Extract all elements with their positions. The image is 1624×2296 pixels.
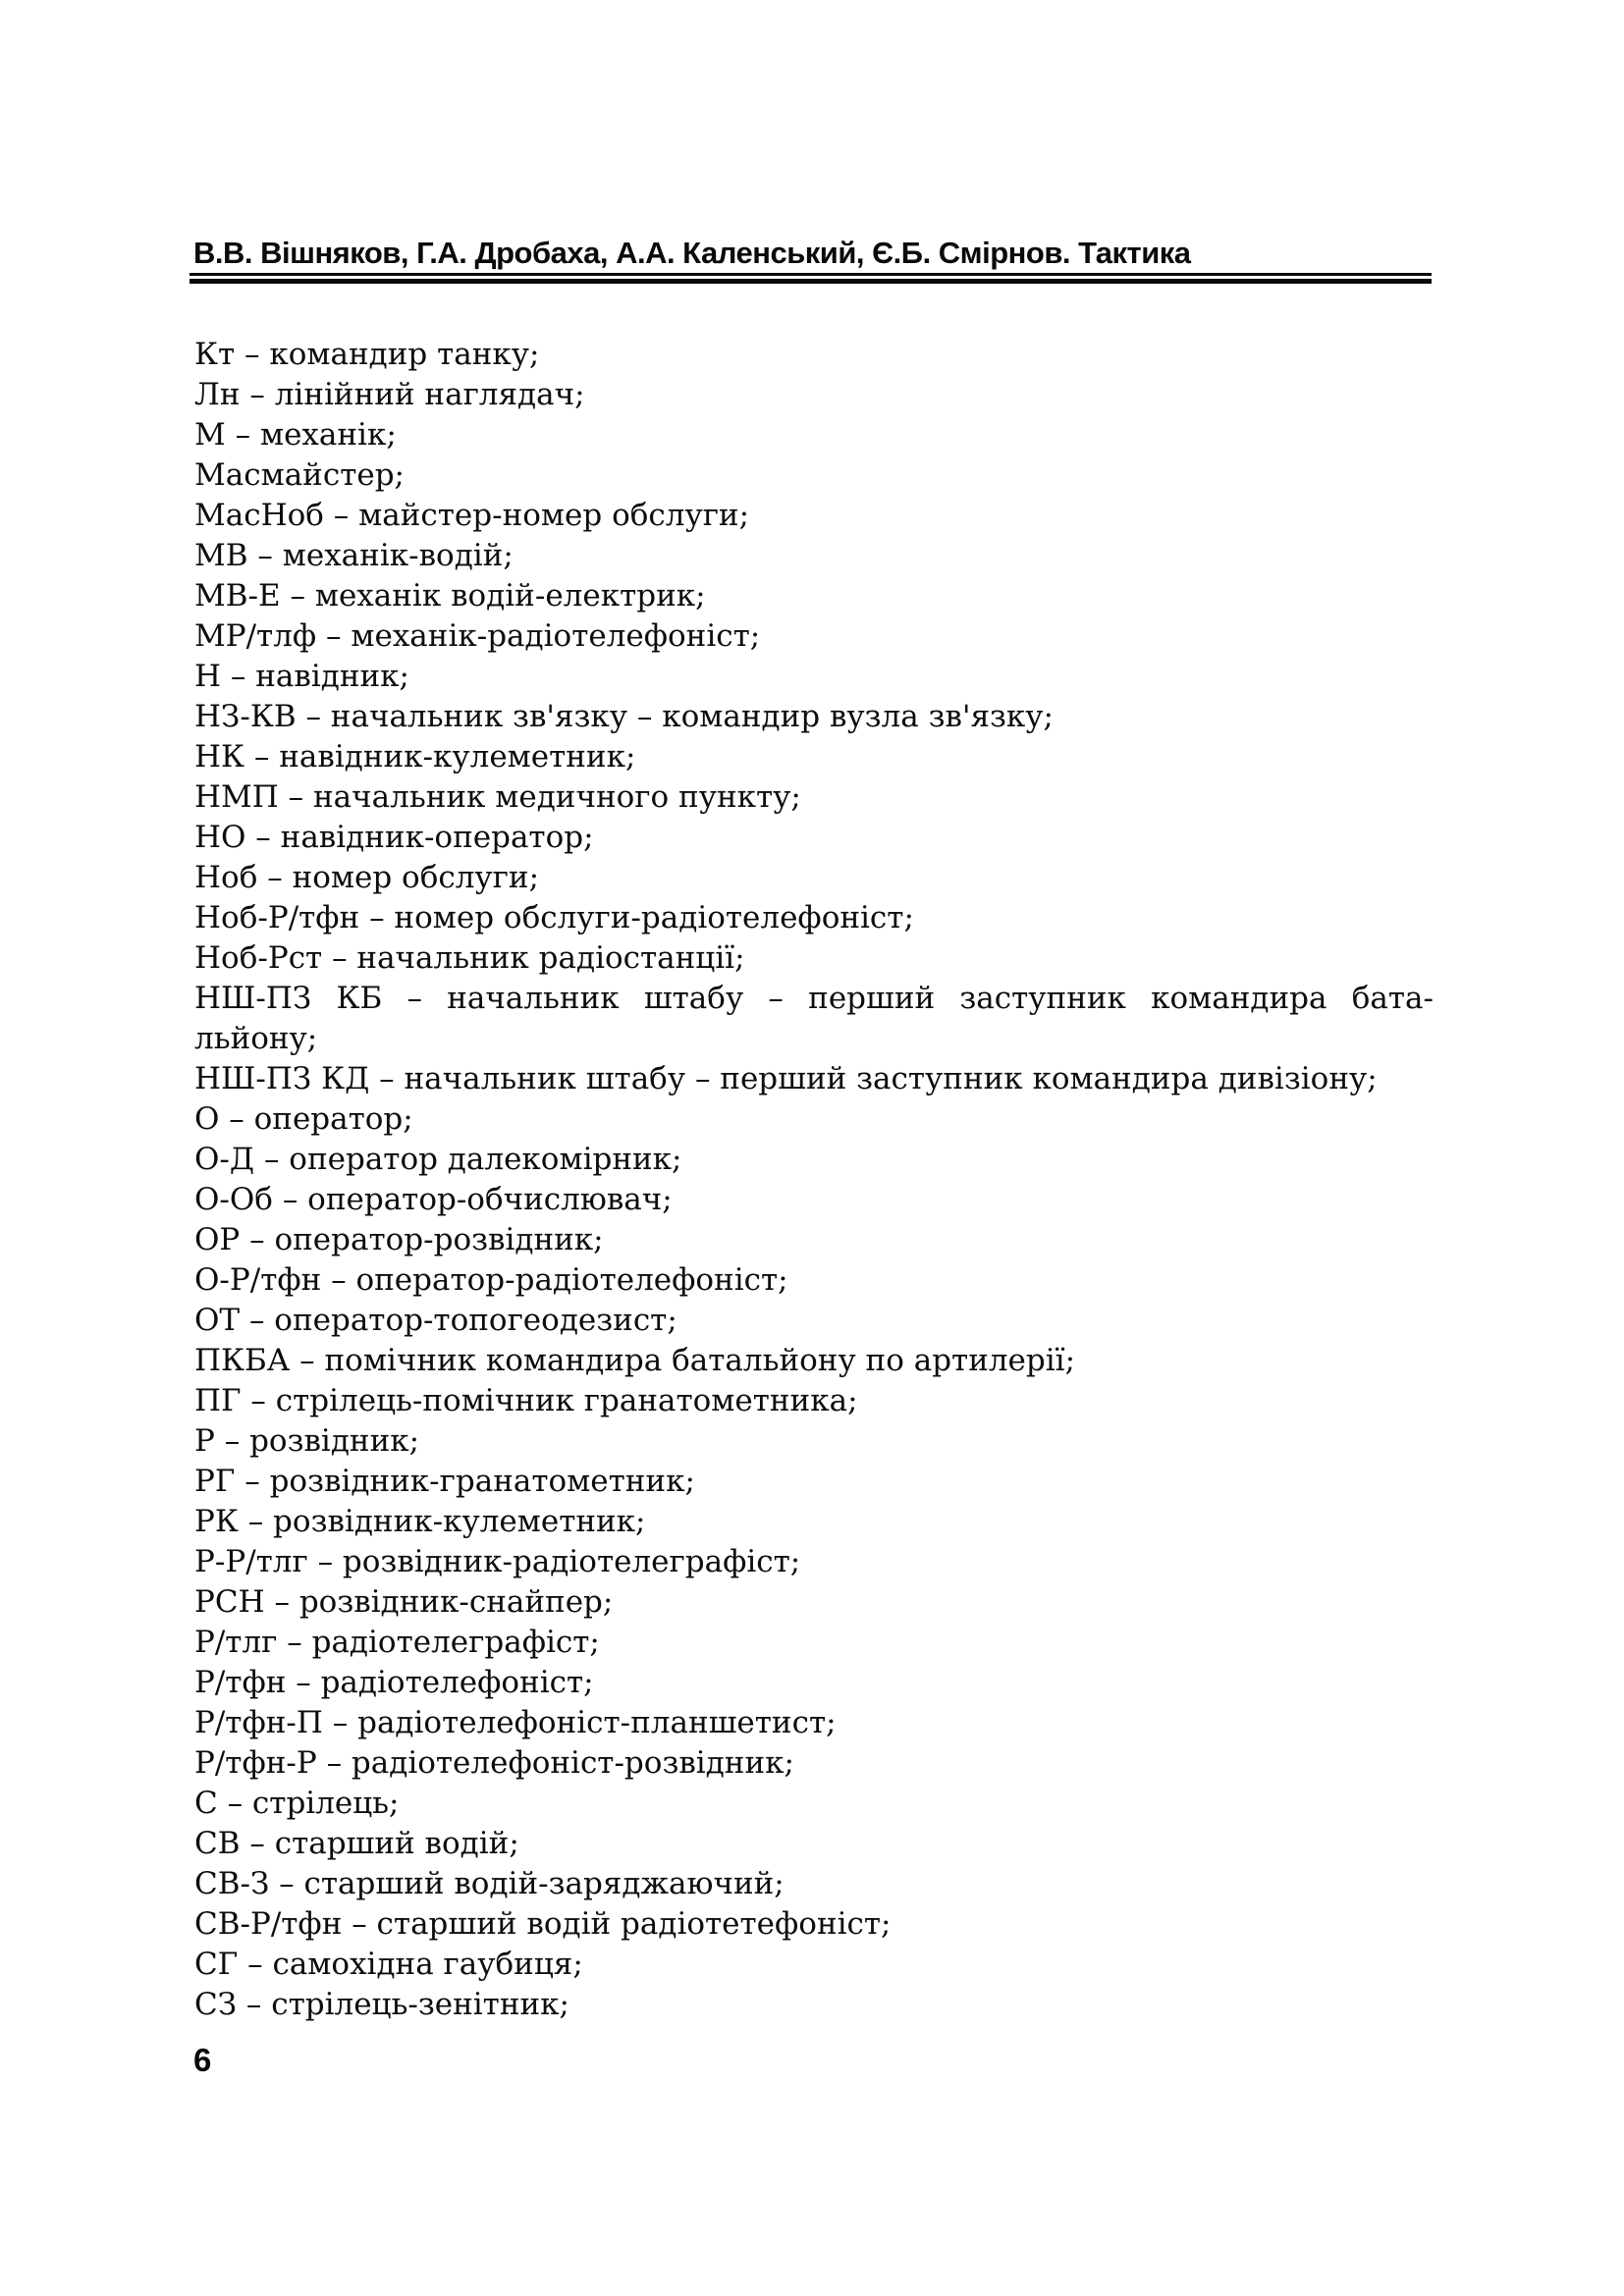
header-rule: [189, 273, 1432, 284]
abbreviation-line: РГ – розвідник-гранатометник;: [194, 1464, 695, 1499]
abbreviation-line: ПГ – стрілець-помічник гранатометника;: [194, 1383, 858, 1418]
abbreviation-line: СГ – самохідна гаубиця;: [194, 1947, 583, 1982]
abbreviation-line: СВ-З – старший водій-заряджаючий;: [194, 1866, 785, 1901]
abbreviation-line: Ноб-Рст – начальник радіостанції;: [194, 940, 745, 976]
abbreviation-line: НМП – начальник медичного пункту;: [194, 779, 801, 815]
abbreviation-line: НШ-ПЗ КД – начальник штабу – перший заступник командира дивізіону;: [194, 1061, 1378, 1096]
abbreviation-line: М – механік;: [194, 417, 397, 453]
abbreviation-line: Н – навідник;: [194, 659, 409, 694]
abbreviation-line: РСН – розвідник-снайпер;: [194, 1584, 614, 1620]
abbreviation-line: Р/тлг – радіотелеграфіст;: [194, 1625, 600, 1660]
header-title: В.В. Вішняков, Г.А. Дробаха, А.А. Каленський, Є.Б. Смірнов. Тактика: [193, 236, 1191, 270]
abbreviation-line: Ноб – номер обслуги;: [194, 860, 540, 895]
abbreviation-line: МВ-Е – механік водій-електрик;: [194, 578, 706, 614]
abbreviation-line: Кт – командир танку;: [194, 337, 540, 372]
abbreviation-line: О – оператор;: [194, 1101, 413, 1137]
abbreviation-line: Ноб-Р/тфн – номер обслуги-радіотелефоніст;: [194, 900, 914, 935]
abbreviation-line: Р/тфн-П – радіотелефоніст-планшетист;: [194, 1705, 837, 1740]
running-header: [189, 236, 1432, 284]
page-number: 6: [193, 2042, 212, 2078]
abbreviation-line: Р-Р/тлг – розвідник-радіотелеграфіст;: [194, 1544, 801, 1579]
abbreviation-line: Лн – лінійний наглядач;: [194, 377, 585, 412]
abbreviation-line: МР/тлф – механік-радіотелефоніст;: [194, 618, 761, 654]
abbreviation-line: НК – навідник-кулеметник;: [194, 739, 636, 774]
abbreviation-line: МасНоб – майстер-номер обслуги;: [194, 498, 750, 533]
abbreviation-line: ОТ – оператор-топогеодезист;: [194, 1303, 677, 1338]
abbreviation-line: СВ-Р/тфн – старший водій радіотетефоніст;: [194, 1906, 892, 1942]
abbreviation-line: Масмайстер;: [194, 457, 405, 493]
abbreviation-line: СВ – старший водій;: [194, 1826, 519, 1861]
abbreviation-line: О-Р/тфн – оператор-радіотелефоніст;: [194, 1262, 788, 1298]
abbreviation-line: ОР – оператор-розвідник;: [194, 1222, 604, 1257]
abbreviation-line: РК – розвідник-кулеметник;: [194, 1504, 646, 1539]
abbreviation-line: Р/тфн – радіотелефоніст;: [194, 1665, 594, 1700]
abbreviation-list: [194, 335, 1434, 2025]
abbreviation-line: Р/тфн-Р – радіотелефоніст-розвідник;: [194, 1745, 794, 1781]
abbreviation-line: НШ-ПЗ КБ – начальник штабу – перший заступник командира бата-: [194, 981, 1434, 1016]
abbreviation-line: НЗ-КВ – начальник зв'язку – командир вузла зв'язку;: [194, 699, 1054, 734]
abbreviation-line: ПКБА – помічник командира батальйону по артилерії;: [194, 1343, 1076, 1378]
abbreviation-line: О-Об – оператор-обчислювач;: [194, 1182, 673, 1217]
abbreviation-line: Р – розвідник;: [194, 1423, 420, 1459]
abbreviation-line: О-Д – оператор далекомірник;: [194, 1142, 682, 1177]
abbreviation-line: НО – навідник-оператор;: [194, 820, 594, 855]
abbreviation-line: С – стрілець;: [194, 1786, 400, 1821]
abbreviation-line: льйону;: [194, 1021, 318, 1056]
abbreviation-line: МВ – механік-водій;: [194, 538, 514, 573]
abbreviation-line: СЗ – стрілець-зенітник;: [194, 1987, 569, 2022]
